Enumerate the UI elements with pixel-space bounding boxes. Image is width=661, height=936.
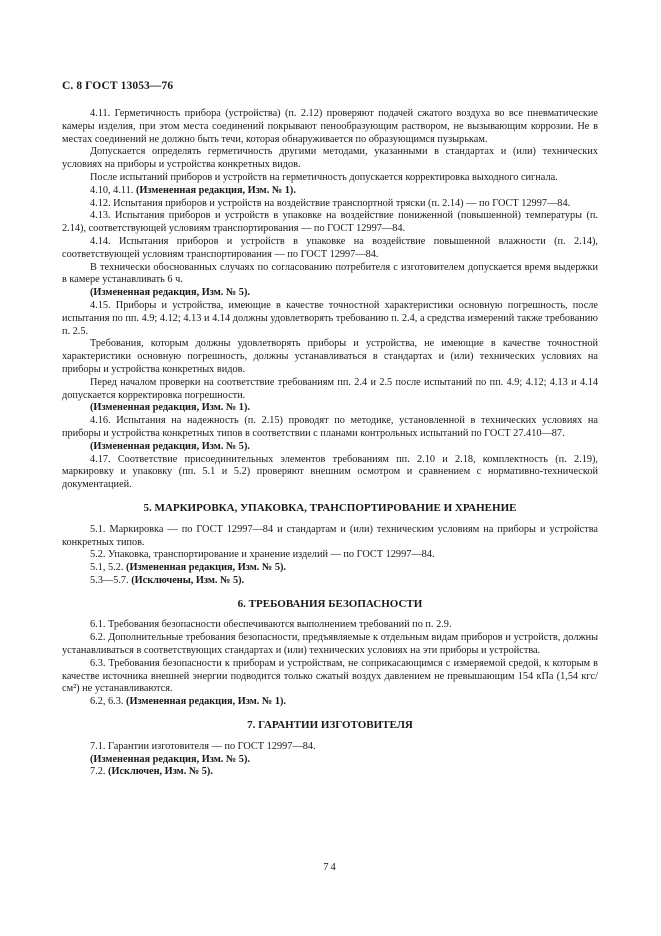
paragraph-4-11: 4.11. Герметичность прибора (устройства) (п. 2.12) проверяют подачей сжатого воздуха во все пневматические камеры изделия, при этом места соединений покрывают пенообразующим раствором, не вызывающим коррозии. Не в местах соединений не должно быть течи, которая обнаруживается по образующимся пузырькам. <box>62 108 598 145</box>
paragraph-6-3: 6.3. Требования безопасности к приборам и устройствам, не соприкасающимся с измеряемой средой, к которым в качестве источника внешней энергии подводится только сжатый воздух давлением не превышающим 154 кПа (1,54 кгс/см²) не устанавливаются. <box>62 657 598 695</box>
amendment-note: 7.2. (Исключен, Изм. № 5). <box>90 766 213 778</box>
amendment-note: (Измененная редакция, Изм. № 5). <box>90 287 250 299</box>
amendment-note: (Измененная редакция, Изм. № 5). <box>90 753 250 765</box>
paragraph: Перед началом проверки на соответствие требованиям пп. 2.4 и 2.5 после испытаний по пп. 4.9; 4.12; 4.13 и 4.14 допускается корректировка погрешности. <box>62 376 598 401</box>
amendment-note: 5.3—5.7. (Исключены, Изм. № 5). <box>90 574 245 586</box>
paragraph-4-17: 4.17. Соответствие присоединительных элементов требованиям пп. 2.10 и 2.18, комплектность (п. 2.19), маркировку и упаковку (пп. 5.1 и 5.2) проверяют внешним осмотром и сравнением с нормативно-технической документацией. <box>62 453 598 491</box>
amendment-note: 6.2, 6.3. (Измененная редакция, Изм. № 1). <box>90 696 286 708</box>
paragraph-4-13: 4.13. Испытания приборов и устройств в упаковке на воздействие пониженной (повышенной) температуры (п. 2.14), соответствующей условиям транспортирования — по ГОСТ 12997—84. <box>62 210 598 235</box>
amendment-note: (Измененная редакция, Изм. № 1). <box>90 402 250 414</box>
amendment-note: 4.10, 4.11. (Измененная редакция, Изм. № 1). <box>90 184 296 196</box>
paragraph-4-15: 4.15. Приборы и устройства, имеющие в качестве точностной характеристики основную погрешность, после испытания по пп. 4.9; 4.12; 4.13 и 4.14 должны удовлетворять требованию п. 2.4, а средства измерений также требованию п. 2.5. <box>62 299 598 337</box>
paragraph-4-16: 4.16. Испытания на надежность (п. 2.15) проводят по методике, установленной в технических условиях на приборы и устройства конкретных типов в соответствии с планами контрольных испытаний по ГОСТ 27.410—87. <box>62 415 598 439</box>
page-number: 74 <box>323 862 338 873</box>
paragraph: В технически обоснованных случаях по согласованию потребителя с изготовителем допускается время выдержки в камере устанавливать 6 ч. <box>62 261 598 286</box>
amendment-note: (Измененная редакция, Изм. № 5). <box>90 440 250 452</box>
section-6-heading: 6. ТРЕБОВАНИЯ БЕЗОПАСНОСТИ <box>237 597 423 610</box>
paragraph-4-12: 4.12. Испытания приборов и устройств на воздействие транспортной тряски (п. 2.14) — по ГОСТ 12997—84. <box>90 197 571 209</box>
amendment-note: 5.1, 5.2. (Измененная редакция, Изм. № 5). <box>90 562 286 574</box>
section-7-heading: 7. ГАРАНТИИ ИЗГОТОВИТЕЛЯ <box>247 719 413 732</box>
paragraph-5-2: 5.2. Упаковка, транспортирование и хранение изделий — по ГОСТ 12997—84. <box>90 549 435 561</box>
paragraph-7-1: 7.1. Гарантии изготовителя — по ГОСТ 12997—84. <box>90 740 316 752</box>
document-body <box>62 108 598 779</box>
paragraph-6-2: 6.2. Дополнительные требования безопасности, предъявляемые к отдельным видам приборов и устройств, должны устанавливаться в соответствующих стандартах и (или) технических условиях на эти приборы и устройства. <box>62 632 598 657</box>
paragraph-5-1: 5.1. Маркировка — по ГОСТ 12997—84 и стандартам и (или) техническим условиям на приборы и устройства конкретных типов. <box>62 523 598 548</box>
paragraph: После испытаний приборов и устройств на герметичность допускается корректировка выходного сигнала. <box>90 171 558 183</box>
paragraph: Требования, которым должны удовлетворять приборы и устройства, не имеющие в качестве точностной характеристики основную погрешность, должны устанавливаться в стандартах и (или) технических условиях на приборы и устройства конкретных видов. <box>62 338 598 375</box>
paragraph: Допускается определять герметичность другими методами, указанными в стандартах и (или) технических условиях на приборы и устройства конкретных видов. <box>62 146 598 171</box>
paragraph-6-1: 6.1. Требования безопасности обеспечиваются выполнением требований по п. 2.9. <box>90 619 452 631</box>
section-5-heading: 5. МАРКИРОВКА, УПАКОВКА, ТРАНСПОРТИРОВАНИЕ И ХРАНЕНИЕ <box>143 501 517 514</box>
page-header: С. 8 ГОСТ 13053—76 <box>62 80 174 92</box>
paragraph-4-14: 4.14. Испытания приборов и устройств в упаковке на воздействие повышенной влажности (п. 2.14), соответствующей условиям транспортирования — по ГОСТ 12997—84. <box>62 235 598 260</box>
